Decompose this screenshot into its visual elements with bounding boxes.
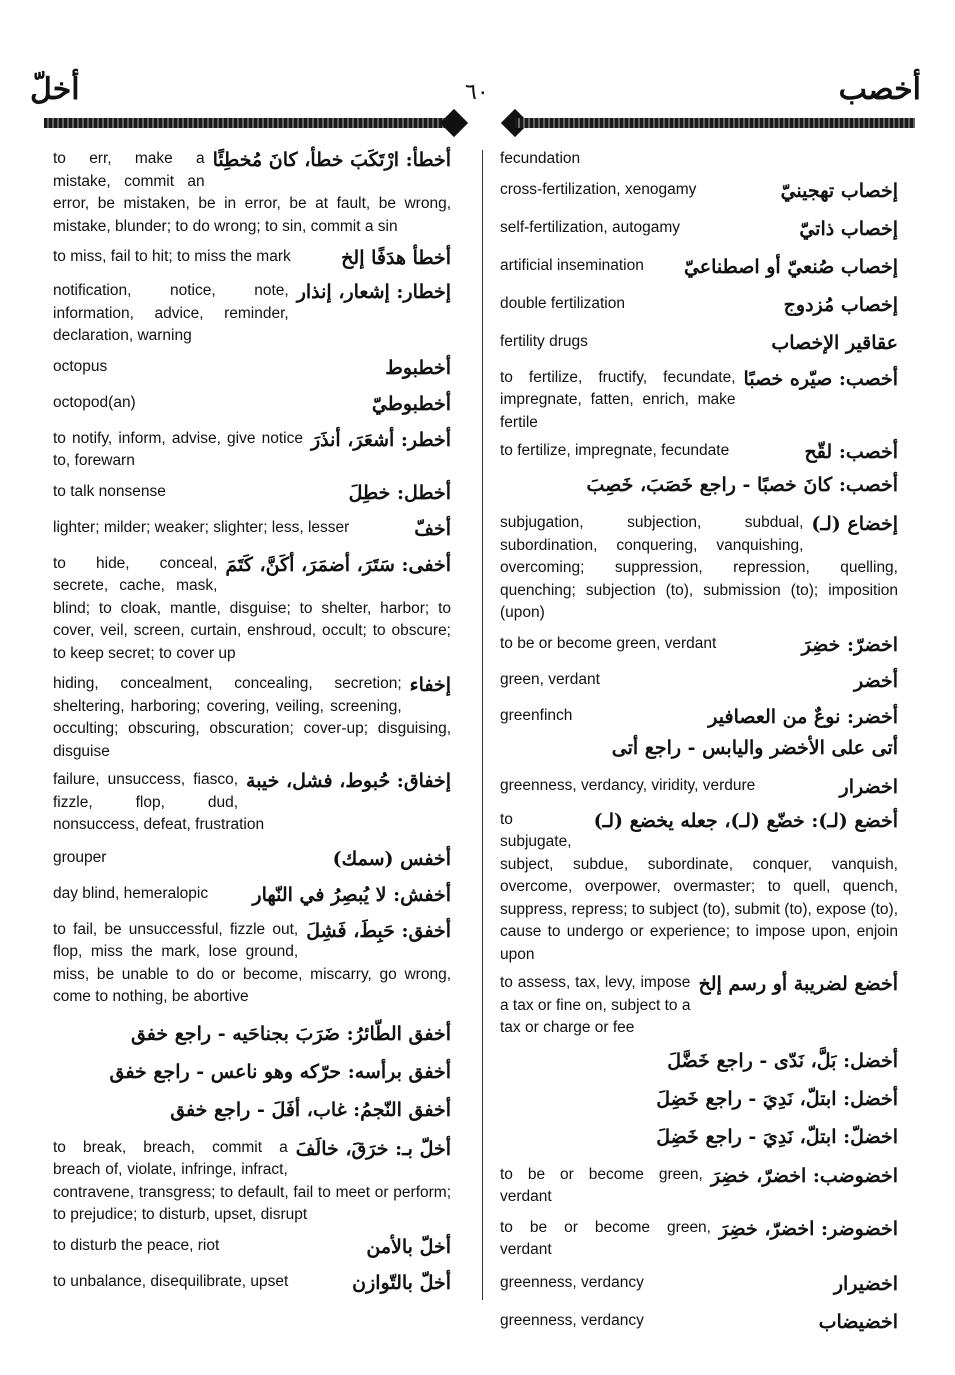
arabic-headword: أخصب: صيّره خصبًا bbox=[743, 367, 898, 390]
dictionary-entry bbox=[500, 331, 898, 355]
english-definition: to unbalance, disequilibrate, upset bbox=[53, 1272, 289, 1290]
english-definition: to hide, conceal, secrete, cache, mask, blind; to cloak, mantle, disguise; to shelter, harbor; to cover, veil, screen, curtain, enshroud, occult; to obscure; to keep secret; to cover up bbox=[53, 554, 451, 662]
arabic-headword: إخطار: إشعار، إنذار bbox=[296, 281, 451, 303]
page-number: ٦٠ bbox=[465, 80, 489, 105]
arabic-subentry: اخضلّ: ابتلّ، نَدِيَ - راجع خَضِلَ bbox=[656, 1125, 898, 1148]
dictionary-entry bbox=[53, 148, 451, 238]
english-definition: octopod(an) bbox=[53, 393, 136, 411]
dictionary-entry bbox=[500, 1272, 898, 1296]
english-definition: to err, make a mistake, commit an error, be mistaken, be in error, be at fault, be wrong, mistake, blunder; to do wrong; to sin, commit a sin bbox=[53, 150, 451, 235]
arabic-headword: إخصاب ذاتيّ bbox=[799, 217, 898, 240]
arabic-headword: أخصب: لقّح bbox=[804, 441, 898, 463]
english-definition: to notify, inform, advise, give notice to, forewarn bbox=[53, 429, 303, 469]
english-definition: to fail, be unsuccessful, fizzle out, flop, miss the mark, lose ground, miss, be unable to do or become, miscarry, go wrong, come to nothing, be abortive bbox=[53, 920, 451, 1005]
dictionary-entry bbox=[500, 440, 898, 464]
english-definition: failure, unsuccess, fiasco, fizzle, flop, dud, nonsuccess, defeat, frustration bbox=[53, 771, 265, 833]
arabic-headword: أخطبوطيّ bbox=[371, 392, 451, 415]
arabic-headword: اخضيرار bbox=[833, 1272, 898, 1295]
dictionary-entry bbox=[500, 1164, 898, 1209]
arabic-headword: اخضوضر: اخضرّ، خضِرَ bbox=[719, 1217, 898, 1240]
dictionary-entry bbox=[53, 481, 451, 505]
dictionary-entry bbox=[53, 1137, 451, 1227]
english-definition: hiding, concealment, concealing, secretion; sheltering, harboring; covering, veiling, screening, occulting; obscuring, obscuration; cover-up; disguising, disguise bbox=[53, 675, 451, 760]
arabic-headword: أخفش: لا يُبصِرُ في النّهار bbox=[252, 883, 451, 906]
dictionary-entry bbox=[500, 633, 898, 657]
english-definition: to break, breach, commit a breach of, violate, infringe, infract, contravene, transgress; to default, fail to meet or perform; to prejudice; to disturb, upset, disrupt bbox=[53, 1138, 451, 1223]
right-running-head: أخصب bbox=[838, 72, 921, 107]
dictionary-entry bbox=[500, 705, 898, 729]
dictionary-entry bbox=[500, 217, 898, 241]
arabic-headword: اخضوضب: اخضرّ، خضِرَ bbox=[710, 1164, 898, 1187]
arabic-subentry: أخفق الطّائرُ: ضَرَبَ بجناحَيه - راجع خفق bbox=[130, 1022, 451, 1045]
dictionary-entry bbox=[53, 428, 451, 473]
arabic-subentry: أخفق برأسه: حرّكه وهو ناعس - راجع خفق bbox=[109, 1060, 451, 1083]
left-running-head: أخلّ bbox=[30, 72, 80, 107]
dictionary-entry bbox=[500, 293, 898, 317]
arabic-headword: أخضر bbox=[854, 669, 898, 692]
arabic-headword: أخطأ: ارْتَكَبَ خطأ، كانَ مُخطِئًا bbox=[212, 149, 451, 171]
arabic-headword: أخطل: خطِلَ bbox=[348, 481, 451, 504]
english-definition: self-fertilization, autogamy bbox=[500, 218, 681, 236]
arabic-headword: أخفس (سمك) bbox=[332, 847, 451, 870]
arabic-headword: عقاقير الإخصاب bbox=[771, 331, 898, 354]
dictionary-entry bbox=[53, 919, 451, 1009]
english-definition: to fertilize, fructify, fecundate, impregnate, fatten, enrich, make fertile bbox=[500, 368, 736, 431]
english-definition: fecundation bbox=[500, 150, 581, 167]
arabic-subentry: أخفق النّجمُ: غاب، أفَلَ - راجع خفق bbox=[170, 1098, 451, 1121]
dictionary-entry bbox=[500, 512, 898, 625]
english-definition: grouper bbox=[53, 848, 107, 866]
english-definition: to be or become green, verdant bbox=[500, 1165, 703, 1205]
dictionary-entry bbox=[500, 148, 898, 171]
dictionary-entry bbox=[53, 673, 451, 763]
dictionary-entry bbox=[53, 553, 451, 666]
arabic-headword: إخصاب صُنعيّ أو اصطناعيّ bbox=[683, 255, 898, 278]
english-definition: fertility drugs bbox=[500, 332, 588, 350]
dictionary-entry bbox=[500, 809, 898, 967]
english-definition: to disturb the peace, riot bbox=[53, 1236, 220, 1254]
english-definition: to fertilize, impregnate, fecundate bbox=[500, 442, 730, 459]
english-definition: subjugation, subjection, subdual, subordination, conquering, vanquishing, overcoming; suppression, repression, quelling, quenching; subjection (to), submission (to); imposition (upon) bbox=[500, 514, 898, 621]
arabic-headword: أخفق: حَبِطَ، فَشِلَ bbox=[306, 919, 451, 942]
column-divider bbox=[482, 150, 483, 1300]
dictionary-entry bbox=[53, 1271, 451, 1295]
arabic-headword: أخلّ بـ: خرَقَ، خالَفَ bbox=[295, 1137, 451, 1160]
arabic-headword: أخفّ bbox=[414, 517, 451, 540]
english-definition: green, verdant bbox=[500, 670, 600, 688]
arabic-headword: أخضع (لـ): خضّع (لـ)، جعله يخضع (لـ) bbox=[593, 809, 898, 832]
arabic-headword: اخضرار bbox=[839, 775, 898, 798]
english-definition: greenness, verdancy bbox=[500, 1311, 644, 1329]
arabic-headword: أخضر: نوعٌ من العصافير bbox=[708, 705, 898, 728]
dictionary-entry bbox=[53, 246, 451, 270]
arabic-headword: اخضرّ: خضِرَ bbox=[801, 633, 898, 656]
arabic-headword: أخلّ بالتّوازن bbox=[352, 1271, 451, 1294]
english-definition: cross-fertilization, xenogamy bbox=[500, 180, 697, 198]
arabic-headword: اخضيضاب bbox=[818, 1310, 898, 1333]
english-definition: to be or become green, verdant bbox=[500, 1218, 711, 1258]
english-definition: to be or become green, verdant bbox=[500, 634, 717, 652]
arabic-headword: أخلّ بالأمن bbox=[366, 1235, 451, 1258]
dictionary-entry bbox=[500, 775, 898, 799]
dictionary-entry bbox=[53, 392, 451, 416]
left-column bbox=[53, 148, 451, 1295]
english-definition: greenfinch bbox=[500, 706, 573, 724]
right-column bbox=[500, 148, 898, 1334]
dictionary-entry bbox=[53, 517, 451, 541]
english-definition: notification, notice, note, information, advice, reminder, declaration, warning bbox=[53, 282, 289, 344]
dictionary-entry bbox=[53, 356, 451, 380]
dictionary-entry bbox=[500, 367, 898, 435]
arabic-headword: إخفاق: حُبوط، فشل، خيبة bbox=[246, 770, 451, 792]
left-diamond-ornament bbox=[440, 109, 468, 137]
dictionary-entry bbox=[500, 1310, 898, 1334]
arabic-headword: أخطبوط bbox=[385, 356, 451, 379]
dictionary-entry bbox=[500, 1217, 898, 1262]
arabic-headword: أخفى: سَتَرَ، أضمَرَ، أكَنَّ، كَتَمَ bbox=[225, 553, 451, 576]
dictionary-entry bbox=[500, 972, 898, 1040]
dictionary-entry bbox=[53, 769, 451, 837]
english-definition: to assess, tax, levy, impose a tax or fine on, subject to a tax or charge or fee bbox=[500, 974, 691, 1036]
english-definition: to subjugate, subject, subdue, subordinate, conquer, vanquish, overcome, overpower, overmaster; to quell, quench, suppress, repress; to subject (to), submit (to), expose (to), cause to undergo or experience; to impose upon, enjoin upon bbox=[500, 810, 898, 963]
english-definition: lighter; milder; weaker; slighter; less, lesser bbox=[53, 518, 350, 536]
english-definition: to miss, fail to hit; to miss the mark bbox=[53, 248, 291, 265]
arabic-headword: إخضاع (لـ) bbox=[811, 513, 898, 535]
english-definition: double fertilization bbox=[500, 294, 625, 312]
arabic-subentry: أتى على الأخضر واليابس - راجع أتى bbox=[611, 736, 898, 759]
left-ornament-rule bbox=[44, 118, 454, 128]
dictionary-entry bbox=[500, 255, 898, 279]
english-definition: greenness, verdancy bbox=[500, 1273, 644, 1291]
arabic-headword: إخصاب مُزدوج bbox=[783, 293, 898, 316]
dictionary-entry bbox=[53, 847, 451, 871]
english-definition: octopus bbox=[53, 357, 108, 375]
arabic-headword: إخفاء bbox=[409, 674, 451, 696]
english-definition: day blind, hemeralopic bbox=[53, 884, 209, 902]
arabic-headword: إخصاب تهجينيّ bbox=[780, 179, 898, 202]
dictionary-entry bbox=[53, 280, 451, 348]
dictionary-entry bbox=[500, 669, 898, 693]
dictionary-entry bbox=[53, 883, 451, 907]
right-ornament-rule bbox=[515, 118, 915, 128]
arabic-subentry: أخضل: بَلَّ، نَدّى - راجع خَضَّلَ bbox=[667, 1049, 898, 1072]
dictionary-entry bbox=[500, 179, 898, 203]
english-definition: to talk nonsense bbox=[53, 482, 166, 500]
arabic-headword: أخطر: أشعَرَ، أنذَرَ bbox=[310, 428, 451, 451]
arabic-subentry: أخصب: كانَ خصبًا - راجع خَصَبَ، خَصِبَ bbox=[586, 474, 898, 496]
dictionary-entry bbox=[53, 1235, 451, 1259]
english-definition: artificial insemination bbox=[500, 256, 644, 274]
arabic-subentry: أخضل: ابتلّ، نَدِيَ - راجع خَضِلَ bbox=[656, 1087, 898, 1110]
english-definition: greenness, verdancy, viridity, verdure bbox=[500, 776, 756, 794]
arabic-headword: أخطأ هدَفًا إلخ bbox=[341, 247, 451, 269]
arabic-headword: أخضع لضريبة أو رسم إلخ bbox=[698, 973, 898, 995]
page-header bbox=[0, 0, 955, 140]
